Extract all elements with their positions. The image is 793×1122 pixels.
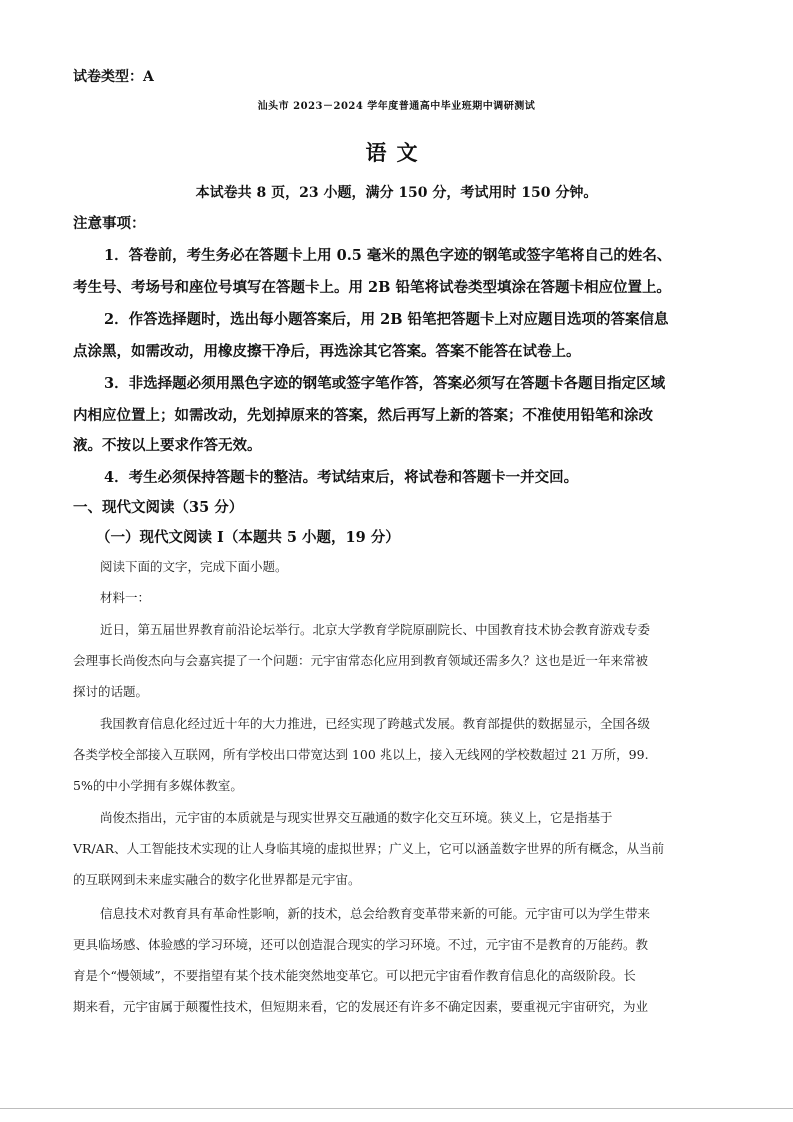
section-subheading: （一）现代文阅读 I（本题共 5 小题，19 分）: [96, 529, 400, 546]
notice-heading: 注意事项：: [73, 215, 146, 232]
notice-line: 3．非选择题必须用黑色字迹的钢笔或签字笔作答，答案必须写在答题卡各题目指定区域: [104, 375, 666, 392]
paragraph-line: 育是个“慢领域”，不要指望有某个技术能突然地变革它。可以把元宇宙看作教育信息化的高级阶段。长: [73, 968, 636, 983]
paragraph-line: VR/AR、人工智能技术实现的让人身临其境的虚拟世界；广义上，它可以涵盖数字世界的所有概念，从当前: [73, 841, 665, 856]
notice-line: 4．考生必须保持答题卡的整洁。考试结束后，将试卷和答题卡一并交回。: [104, 469, 579, 486]
page-bottom-divider: [0, 1108, 793, 1109]
paragraph-line: 更具临场感、体验感的学习环境，还可以创造混合现实的学习环境。不过，元宇宙不是教育的万能药。教: [73, 937, 649, 952]
paragraph-line: 探讨的话题。: [73, 684, 149, 699]
paragraph-line: 我国教育信息化经过近十年的大力推进，已经实现了跨越式发展。教育部提供的数据显示，全国各级: [100, 716, 651, 731]
subject-title: 语文: [365, 140, 428, 165]
notice-line: 点涂黑，如需改动，用橡皮擦干净后，再选涂其它答案。答案不能答在试卷上。: [73, 343, 581, 360]
paragraph-line: 会理事长尚俊杰向与会嘉宾提了一个问题：元宇宙常态化应用到教育领域还需多久？这也是近一年来常被: [73, 653, 649, 668]
paragraph-line: 的互联网到未来虚实融合的数字化世界都是元宇宙。: [73, 872, 361, 887]
paragraph-line: 期来看，元宇宙属于颠覆性技术，但短期来看，它的发展还有许多不确定因素，要重视元宇宙研究，为业: [73, 999, 649, 1014]
notice-line: 内相应位置上；如需改动，先划掉原来的答案，然后再写上新的答案；不准使用铅笔和涂改: [73, 407, 653, 424]
reading-instruction: 阅读下面的文字，完成下面小题。: [100, 559, 288, 574]
material-label: 材料一：: [100, 590, 151, 605]
section-heading: 一、现代文阅读（35 分）: [73, 499, 244, 516]
paragraph-line: 尚俊杰指出，元宇宙的本质就是与现实世界交互融通的数字化交互环境。狭义上，它是指基于: [100, 810, 613, 825]
notice-line: 考生号、考场号和座位号填写在答题卡上。用 2B 铅笔将试卷类型填涂在答题卡相应位置上。: [73, 279, 671, 296]
paragraph-line: 各类学校全部接入互联网，所有学校出口带宽达到 100 兆以上，接入无线网的学校数超过 21 万所，99.: [73, 747, 649, 762]
paragraph-line: 5%的中小学拥有多媒体教室。: [73, 778, 243, 793]
paragraph-line: 近日，第五届世界教育前沿论坛举行。北京大学教育学院原副院长、中国教育技术协会教育游戏专委: [100, 622, 651, 637]
notice-line: 2．作答选择题时，选出每小题答案后，用 2B 铅笔把答题卡上对应题目选项的答案信息: [104, 311, 669, 328]
notice-line: 1．答卷前，考生务必在答题卡上用 0.5 毫米的黑色字迹的钢笔或签字笔将自己的姓名、: [104, 247, 672, 264]
exam-title: 汕头市 2023－2024 学年度普通高中毕业班期中调研测试: [257, 101, 536, 112]
exam-info: 本试卷共 8 页，23 小题，满分 150 分，考试用时 150 分钟。: [195, 185, 598, 201]
notice-line: 液。不按以上要求作答无效。: [73, 437, 262, 454]
paper-type-label: 试卷类型：A: [73, 69, 154, 85]
paragraph-line: 信息技术对教育具有革命性影响，新的技术，总会给教育变革带来新的可能。元宇宙可以为学生带来: [100, 906, 651, 921]
